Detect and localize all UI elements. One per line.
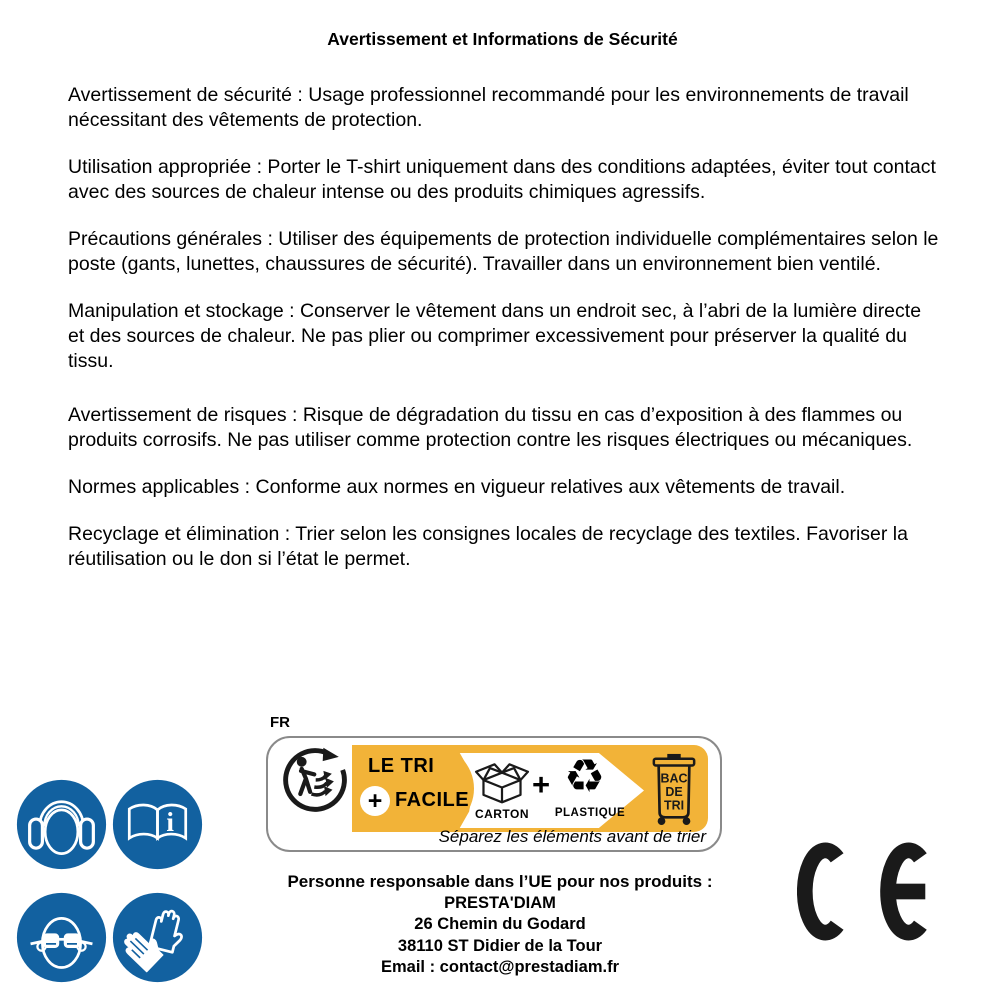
- cardboard-box-icon: [474, 756, 530, 806]
- svg-text:DE: DE: [665, 785, 683, 800]
- address-line-1: 26 Chemin du Godard: [414, 915, 586, 933]
- facile-text: FACILE: [395, 789, 470, 811]
- materials-plus-sign: +: [532, 767, 551, 802]
- triman-recycling-icon: [280, 744, 350, 816]
- paragraph-risk-warning: Avertissement de risques : Risque de dégradation du tissu en cas d’exposition à des flammes ou produits corrosifs. Ne pas utiliser comme protection contre les risques électriques ou mécaniques.: [68, 404, 913, 451]
- eu-responsible-block: [240, 871, 760, 979]
- carton-label: CARTON: [474, 807, 530, 821]
- recycling-loop-icon: ♻: [564, 749, 606, 803]
- read-instructions-icon: [112, 779, 203, 870]
- contact-email: Email : contact@prestadiam.fr: [381, 958, 619, 976]
- wear-ear-protection-icon: [16, 779, 107, 870]
- wear-eye-protection-icon: [16, 892, 107, 983]
- company-name: PRESTA'DIAM: [444, 893, 556, 912]
- infotri-yellow-band: [352, 745, 708, 832]
- ce-mark-icon: [797, 842, 939, 941]
- wear-protective-gloves-icon: [112, 892, 203, 983]
- paragraph-appropriate-use: Utilisation appropriée : Porter le T-shirt uniquement dans des conditions adaptées, éviter tout contact avec des sources de chaleur intense ou des produits chimiques agressifs.: [68, 156, 936, 203]
- sorting-bin-icon: [650, 751, 698, 826]
- page-title: Avertissement et Informations de Sécurité: [327, 29, 678, 49]
- plastique-label: PLASTIQUE: [554, 807, 626, 819]
- country-code-label: FR: [270, 714, 290, 731]
- responsible-heading: Personne responsable dans l’UE pour nos produits :: [287, 872, 713, 891]
- sorting-instruction: Séparez les éléments avant de trier: [438, 827, 706, 846]
- paragraph-safety-warning: Avertissement de sécurité : Usage professionnel recommandé pour les environnements de travail nécessitant des vêtements de protection.: [68, 84, 909, 131]
- paragraph-general-precautions: Précautions générales : Utiliser des équipements de protection individuelle complémentaires selon le poste (gants, lunettes, chaussures de sécurité). Travailler dans un environnement bien ventilé.: [68, 228, 939, 275]
- le-tri-text: LE TRI: [368, 755, 435, 777]
- svg-text:i: i: [166, 806, 175, 837]
- paragraph-applicable-standards: Normes applicables : Conforme aux normes en vigueur relatives aux vêtements de travail.: [68, 476, 846, 498]
- le-tri-facile-block: [352, 745, 474, 832]
- paragraph-recycling-disposal: Recyclage et élimination : Trier selon les consignes locales de recyclage des textiles. Favoriser la réutilisation ou le don si l’état le permet.: [68, 523, 908, 570]
- address-line-2: 38110 ST Didier de la Tour: [397, 936, 603, 955]
- safety-paragraphs: [68, 83, 942, 594]
- svg-text:BAC: BAC: [660, 771, 688, 786]
- paragraph-handling-storage: Manipulation et stockage : Conserver le vêtement dans un endroit sec, à l’abri de la lumière directe et des sources de chaleur. Ne pas plier ou comprimer excessivement pour préserver la qualité du tissu.: [68, 300, 922, 372]
- plus-badge: +: [360, 786, 390, 816]
- svg-text:TRI: TRI: [663, 798, 685, 813]
- infotri-sorting-label: [266, 736, 722, 852]
